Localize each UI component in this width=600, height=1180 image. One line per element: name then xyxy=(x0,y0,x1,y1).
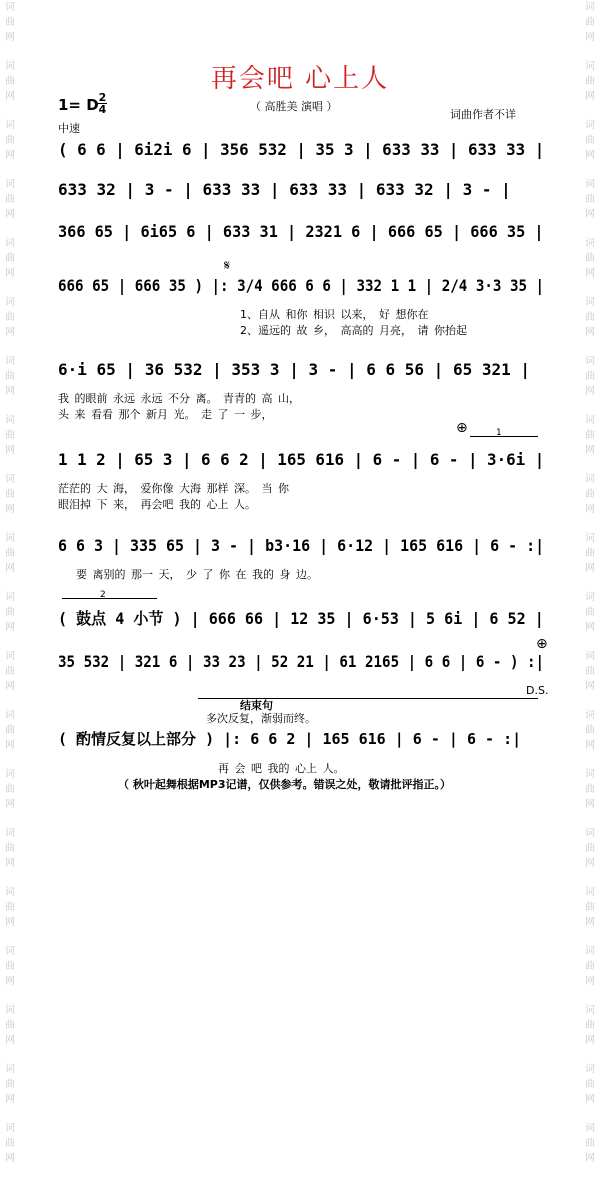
watermark-char: 词 xyxy=(585,179,595,190)
score-row-3 xyxy=(58,222,544,244)
watermark-char: 网 xyxy=(5,917,15,928)
watermark-char: 词 xyxy=(585,887,595,898)
watermark-gap xyxy=(582,517,598,531)
watermark-char: 网 xyxy=(5,1094,15,1105)
watermark-char: 曲 xyxy=(5,548,15,559)
watermark-gap xyxy=(2,45,18,59)
watermark-gap xyxy=(582,222,598,236)
volta-2: 2 xyxy=(100,590,106,600)
watermark-char: 网 xyxy=(585,976,595,987)
watermark-char: 网 xyxy=(585,799,595,810)
watermark-char: 曲 xyxy=(585,725,595,736)
watermark-char: 网 xyxy=(5,1035,15,1046)
watermark-char: 网 xyxy=(5,976,15,987)
watermark-gap xyxy=(582,281,598,295)
watermark-gap xyxy=(582,1107,598,1121)
watermark-char: 词 xyxy=(5,2,15,13)
watermark-char: 网 xyxy=(5,268,15,279)
watermark-gap xyxy=(2,1166,18,1180)
watermark-char: 曲 xyxy=(585,17,595,28)
watermark-char: 曲 xyxy=(5,902,15,913)
watermark-gap xyxy=(582,340,598,354)
watermark-char: 网 xyxy=(5,32,15,43)
ending-note: 多次反复，渐弱而终。 xyxy=(206,712,316,725)
watermark-char: 曲 xyxy=(585,548,595,559)
watermark-right xyxy=(582,0,598,1164)
watermark-char: 曲 xyxy=(5,194,15,205)
watermark-char: 网 xyxy=(585,91,595,102)
watermark-char: 网 xyxy=(585,150,595,161)
watermark-char: 词 xyxy=(585,297,595,308)
watermark-gap xyxy=(2,458,18,472)
watermark-char: 网 xyxy=(5,799,15,810)
watermark-char: 曲 xyxy=(585,902,595,913)
watermark-char: 网 xyxy=(585,1094,595,1105)
watermark-char: 词 xyxy=(585,120,595,131)
watermark-char: 词 xyxy=(5,1064,15,1075)
watermark-char: 曲 xyxy=(585,1079,595,1090)
score-row-10 xyxy=(58,728,544,750)
watermark-char: 词 xyxy=(5,179,15,190)
time-bottom: 4 xyxy=(98,103,107,116)
lyric-line: 眼泪掉 下 来， 再会吧 我的 心上 人。 xyxy=(58,498,256,511)
lyric-line: 再 会 吧 我的 心上 人。 xyxy=(218,762,345,775)
watermark-char: 词 xyxy=(5,297,15,308)
watermark-char: 网 xyxy=(585,32,595,43)
watermark-char: 词 xyxy=(5,474,15,485)
coda-mark-2: ⊕ xyxy=(536,636,548,652)
key-signature: 1= D xyxy=(58,96,99,114)
watermark-gap xyxy=(582,45,598,59)
watermark-char: 曲 xyxy=(5,312,15,323)
watermark-char: 曲 xyxy=(585,371,595,382)
watermark-char: 曲 xyxy=(5,253,15,264)
watermark-gap xyxy=(582,399,598,413)
watermark-gap xyxy=(2,340,18,354)
watermark-left xyxy=(2,0,18,1164)
score-row-4 xyxy=(58,276,544,298)
watermark-char: 词 xyxy=(5,946,15,957)
time-signature xyxy=(98,92,107,115)
watermark-char: 词 xyxy=(5,769,15,780)
watermark-char: 曲 xyxy=(585,666,595,677)
watermark-gap xyxy=(582,104,598,118)
notes: 35 532 | 321 6 | 33 23 | 52 21 | 61 2165 | 6 6 | 6 - ) :| xyxy=(58,652,545,671)
watermark-char: 曲 xyxy=(5,843,15,854)
watermark-char: 网 xyxy=(585,1153,595,1164)
watermark-char: 词 xyxy=(585,2,595,13)
watermark-char: 网 xyxy=(5,681,15,692)
watermark-char: 网 xyxy=(585,504,595,515)
watermark-char: 词 xyxy=(585,1123,595,1134)
watermark-char: 曲 xyxy=(585,489,595,500)
watermark-gap xyxy=(582,635,598,649)
notes: 1 1 2 | 65 3 | 6 6 2 | 165 616 | 6 - | 6 - | 3·6i | xyxy=(58,450,545,469)
watermark-char: 网 xyxy=(585,622,595,633)
watermark-char: 网 xyxy=(585,445,595,456)
watermark-gap xyxy=(2,104,18,118)
watermark-gap xyxy=(2,989,18,1003)
watermark-gap xyxy=(2,517,18,531)
notes: 366 65 | 6i65 6 | 633 31 | 2321 6 | 666 65 | 666 35 | xyxy=(58,222,544,241)
lyric-line: 茫茫的 大 海， 爱你像 大海 那样 深。 当 你 xyxy=(58,482,289,495)
watermark-gap xyxy=(582,812,598,826)
watermark-gap xyxy=(2,635,18,649)
watermark-char: 词 xyxy=(585,356,595,367)
watermark-gap xyxy=(2,1107,18,1121)
notes: ( 酌情反复以上部分 ) |: 6 6 2 | 165 616 | 6 - | 6 - :| xyxy=(58,730,522,748)
time-top: 2 xyxy=(98,91,107,104)
lyric-line: 2、遥远的 故 乡， 高高的 月亮， 请 你抬起 xyxy=(240,324,467,337)
watermark-gap xyxy=(582,989,598,1003)
watermark-gap xyxy=(2,399,18,413)
watermark-char: 网 xyxy=(5,740,15,751)
watermark-gap xyxy=(2,281,18,295)
watermark-char: 词 xyxy=(585,474,595,485)
watermark-char: 词 xyxy=(585,769,595,780)
tempo-marking: 中速 xyxy=(58,122,80,135)
watermark-char: 曲 xyxy=(5,1020,15,1031)
watermark-char: 曲 xyxy=(5,76,15,87)
footer-note: （ 秋叶起舞根据MP3记谱，仅供参考。错误之处，敬请批评指正。） xyxy=(118,778,451,791)
watermark-gap xyxy=(2,812,18,826)
watermark-gap xyxy=(2,1048,18,1062)
watermark-char: 网 xyxy=(585,268,595,279)
watermark-char: 词 xyxy=(585,1064,595,1075)
watermark-char: 网 xyxy=(5,504,15,515)
watermark-gap xyxy=(582,930,598,944)
watermark-gap xyxy=(582,163,598,177)
watermark-char: 曲 xyxy=(585,194,595,205)
watermark-char: 词 xyxy=(5,1005,15,1016)
watermark-char: 网 xyxy=(585,681,595,692)
watermark-char: 曲 xyxy=(585,1138,595,1149)
watermark-char: 网 xyxy=(5,445,15,456)
watermark-char: 网 xyxy=(5,563,15,574)
watermark-char: 网 xyxy=(585,1035,595,1046)
watermark-char: 网 xyxy=(585,563,595,574)
watermark-char: 曲 xyxy=(585,135,595,146)
watermark-char: 词 xyxy=(5,356,15,367)
watermark-gap xyxy=(2,163,18,177)
watermark-char: 词 xyxy=(585,415,595,426)
ds-mark: D.S. xyxy=(526,684,549,697)
score-row-6 xyxy=(58,450,544,472)
score-row-8 xyxy=(58,606,544,628)
composer-credit: 词曲作者不详 xyxy=(450,108,516,121)
watermark-char: 词 xyxy=(5,828,15,839)
watermark-char: 网 xyxy=(5,858,15,869)
watermark-gap xyxy=(582,576,598,590)
watermark-char: 词 xyxy=(5,61,15,72)
watermark-char: 曲 xyxy=(585,784,595,795)
watermark-char: 曲 xyxy=(5,1138,15,1149)
watermark-char: 曲 xyxy=(585,607,595,618)
watermark-char: 词 xyxy=(585,710,595,721)
watermark-char: 网 xyxy=(5,150,15,161)
watermark-char: 曲 xyxy=(585,312,595,323)
watermark-char: 词 xyxy=(5,533,15,544)
watermark-char: 网 xyxy=(585,858,595,869)
watermark-char: 网 xyxy=(585,209,595,220)
score-row-7 xyxy=(58,536,544,558)
watermark-char: 词 xyxy=(5,238,15,249)
watermark-char: 词 xyxy=(585,238,595,249)
watermark-char: 曲 xyxy=(5,430,15,441)
notes: 6·i 65 | 36 532 | 353 3 | 3 - | 6 6 56 | 65 321 | xyxy=(58,360,531,379)
lyric-line: 头 来 看看 那个 新月 光。 走 了 一 步， xyxy=(58,408,273,421)
notes: ( 鼓点 4 小节 ) | 666 66 | 12 35 | 6·53 | 5 6i | 6 52 | xyxy=(58,609,544,628)
watermark-char: 曲 xyxy=(5,784,15,795)
watermark-gap xyxy=(2,694,18,708)
watermark-char: 词 xyxy=(5,120,15,131)
watermark-gap xyxy=(582,753,598,767)
watermark-gap xyxy=(582,871,598,885)
watermark-char: 曲 xyxy=(585,253,595,264)
volta-line xyxy=(470,436,538,437)
watermark-char: 词 xyxy=(5,415,15,426)
watermark-char: 词 xyxy=(585,946,595,957)
watermark-char: 词 xyxy=(5,592,15,603)
watermark-char: 词 xyxy=(585,592,595,603)
song-title: 再会吧 心上人 xyxy=(210,64,390,94)
lyric-line: 我 的眼前 永远 永远 不分 离。 青青的 高 山， xyxy=(58,392,300,405)
watermark-char: 网 xyxy=(5,1153,15,1164)
volta-1: 1 xyxy=(496,428,502,438)
score-row-9 xyxy=(58,652,544,674)
watermark-char: 曲 xyxy=(585,843,595,854)
watermark-char: 曲 xyxy=(5,135,15,146)
watermark-char: 曲 xyxy=(585,76,595,87)
watermark-char: 曲 xyxy=(5,725,15,736)
ending-title: 结束句 xyxy=(240,699,273,712)
watermark-char: 网 xyxy=(5,622,15,633)
watermark-char: 网 xyxy=(585,327,595,338)
watermark-char: 网 xyxy=(585,917,595,928)
watermark-char: 曲 xyxy=(585,961,595,972)
score-row-1 xyxy=(58,140,544,162)
watermark-gap xyxy=(2,222,18,236)
watermark-char: 网 xyxy=(5,209,15,220)
watermark-char: 曲 xyxy=(5,17,15,28)
watermark-gap xyxy=(582,694,598,708)
watermark-char: 网 xyxy=(585,740,595,751)
watermark-char: 网 xyxy=(5,327,15,338)
score-row-5 xyxy=(58,360,544,382)
watermark-gap xyxy=(2,930,18,944)
watermark-char: 曲 xyxy=(5,666,15,677)
watermark-gap xyxy=(582,1166,598,1180)
watermark-char: 网 xyxy=(585,386,595,397)
segno-mark: 𝄋 xyxy=(224,258,231,274)
watermark-char: 词 xyxy=(5,710,15,721)
singer-credit: （ 高胜美 演唱 ） xyxy=(250,100,338,113)
volta-2-line xyxy=(62,598,157,599)
watermark-char: 词 xyxy=(5,887,15,898)
watermark-char: 曲 xyxy=(5,371,15,382)
coda-mark: ⊕ xyxy=(456,420,468,436)
notes: 633 32 | 3 - | 633 33 | 633 33 | 633 32 | 3 - | xyxy=(58,180,511,199)
watermark-char: 曲 xyxy=(5,1079,15,1090)
watermark-char: 词 xyxy=(5,651,15,662)
watermark-gap xyxy=(2,576,18,590)
watermark-char: 词 xyxy=(585,1005,595,1016)
score-row-2 xyxy=(58,180,544,202)
watermark-char: 曲 xyxy=(5,489,15,500)
watermark-gap xyxy=(2,753,18,767)
watermark-char: 网 xyxy=(5,91,15,102)
watermark-char: 词 xyxy=(585,828,595,839)
watermark-char: 词 xyxy=(585,61,595,72)
watermark-char: 曲 xyxy=(5,607,15,618)
notes: ( 6 6 | 6i2i 6 | 356 532 | 35 3 | 633 33 | 633 33 | xyxy=(58,140,545,159)
watermark-char: 词 xyxy=(585,651,595,662)
watermark-char: 词 xyxy=(585,533,595,544)
notes: 6 6 3 | 335 65 | 3 - | b3·16 | 6·12 | 165 616 | 6 - :| xyxy=(58,536,545,555)
watermark-char: 网 xyxy=(5,386,15,397)
watermark-char: 曲 xyxy=(5,961,15,972)
lyric-line: 1、自从 和你 相识 以来， 好 想你在 xyxy=(240,308,429,321)
lyric-line: 要 离别的 那一 天， 少 了 你 在 我的 身 边。 xyxy=(76,568,318,581)
notes: 666 65 | 666 35 ) |: 3/4 666 6 6 | 332 1 1 | 2/4 3·3 35 | xyxy=(58,276,545,295)
watermark-char: 曲 xyxy=(585,1020,595,1031)
watermark-gap xyxy=(2,871,18,885)
watermark-gap xyxy=(582,458,598,472)
watermark-gap xyxy=(582,1048,598,1062)
watermark-char: 词 xyxy=(5,1123,15,1134)
watermark-char: 曲 xyxy=(585,430,595,441)
